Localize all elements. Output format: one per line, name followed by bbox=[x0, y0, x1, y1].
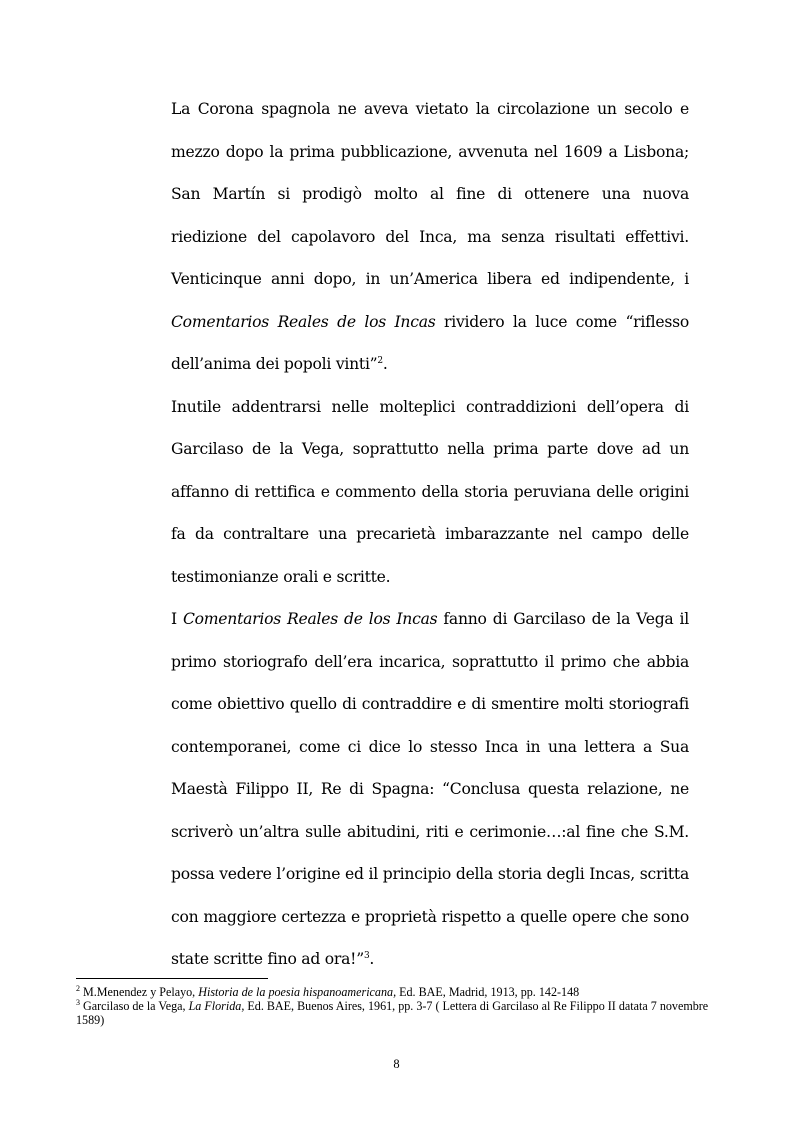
paragraph-3-text-c: . bbox=[369, 950, 375, 968]
footnote-3-text-a: Garcilaso de la Vega, bbox=[80, 999, 189, 1013]
footnote-2-text-a: M.Menendez y Pelayo, bbox=[80, 985, 199, 999]
footnote-2 bbox=[76, 985, 721, 999]
book-title-comentarios: Comentarios Reales de los Incas bbox=[171, 312, 436, 331]
footnote-separator bbox=[76, 978, 268, 979]
footnote-number: 3 bbox=[76, 997, 80, 1007]
paragraph-1 bbox=[171, 88, 689, 386]
footnote-number: 2 bbox=[76, 983, 80, 993]
footnote-3-title: La Florida, bbox=[188, 999, 245, 1013]
footnote-3-text-b: Ed. BAE, Buenos Aires, 1961, pp. 3-7 ( Lettera di Garcilaso al Re Filippo II datata 7 novembre 1589) bbox=[76, 999, 709, 1027]
paragraph-3-text-a: I bbox=[171, 610, 183, 628]
body-text bbox=[171, 88, 689, 981]
paragraph-3-text-b: fanno di Garcilaso de la Vega il primo storiografo dell’era incarica, soprattutto il primo che abbia come obiettivo quello di contraddire e di smentire molti storiografi contemporanei, come ci dice lo stesso Inca in una lettera a Sua Maestà Filippo II, Re di Spagna: “Conclusa questa relazione, ne scriverò un’altra sulle abitudini, riti e cerimonie…:al fine che S.M. possa vedere l’origine ed il principio della storia degli Incas, scritta con maggiore certezza e proprietà rispetto a quelle opere che sono state scritte fino ad ora!” bbox=[171, 610, 689, 968]
book-title-comentarios: Comentarios Reales de los Incas bbox=[182, 610, 438, 628]
paragraph-1-text-c: . bbox=[382, 355, 388, 373]
paragraph-2: Inutile addentrarsi nelle molteplici contraddizioni dell’opera di Garcilaso de la Vega, soprattutto nella prima parte dove ad un affanno di rettifica e commento della storia peruviana delle origini fa da contraltare una precarietà imbarazzante nel campo delle testimonianze orali e scritte. bbox=[171, 397, 689, 586]
footnotes bbox=[76, 985, 721, 1027]
footnote-ref-3[interactable]: 3 bbox=[363, 950, 370, 961]
page-number: 8 bbox=[393, 1057, 400, 1071]
footnote-2-title: Historia de la poesia hispanoamericana, bbox=[198, 985, 397, 999]
footnote-3 bbox=[76, 999, 721, 1027]
paragraph-3 bbox=[171, 598, 689, 981]
paragraph-1-text-a: La Corona spagnola ne aveva vietato la circolazione un secolo e mezzo dopo la prima pubblicazione, avvenuta nel 1609 a Lisbona; San Martín si prodigò molto al fine di ottenere una nuova riedizione del capolavoro del Inca, ma senza risultati effettivi. Venticinque anni dopo, in un’America libera ed indipendente, i bbox=[171, 100, 689, 288]
footnote-ref-2[interactable]: 2 bbox=[377, 355, 383, 366]
footnote-2-text-b: Ed. BAE, Madrid, 1913, pp. 142-148 bbox=[396, 985, 580, 999]
paragraph-1-text-b: rividero la luce come “riflesso dell’anima dei popoli vinti” bbox=[171, 312, 689, 373]
